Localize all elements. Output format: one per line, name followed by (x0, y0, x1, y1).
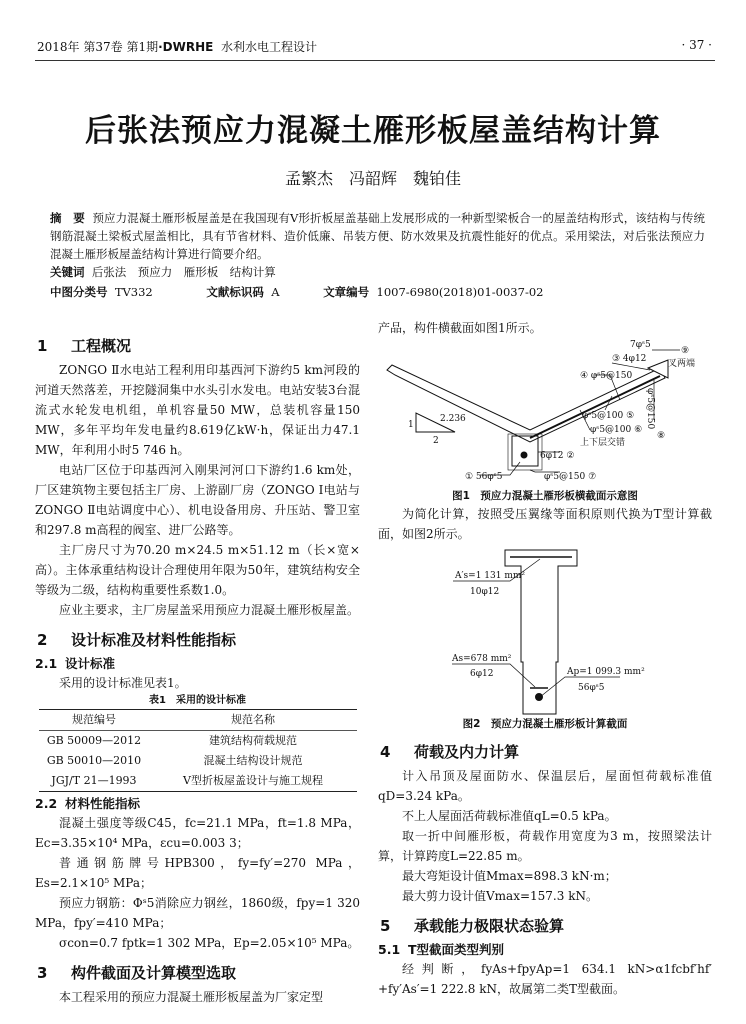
tendon (536, 694, 543, 701)
label-ap-bars: 56φˢ5 (578, 683, 605, 693)
article-no-value: 1007-6980(2018)01-0037-02 (376, 285, 544, 299)
table-header-row (39, 710, 357, 731)
keywords-text: 后张法 预应力 雁形板 结构计算 (91, 265, 276, 279)
table-header: 规范名称 (231, 713, 275, 726)
authors: 孟繁杰 冯韶辉 魏铂佳 (284, 169, 461, 188)
section-5 (378, 916, 712, 999)
slope-vert: 1 (408, 420, 414, 430)
paragraph: σcon=0.7 fptk=1 302 MPa，Ep=2.05×10⁵ MPa。 (59, 936, 360, 950)
classification (50, 284, 543, 300)
table-cell: 混凝土结构设计规范 (203, 754, 303, 767)
abstract-label: 摘 要 (50, 211, 85, 225)
paragraph: 混凝土强度等级C45，fc=21.1 MPa，ft=1.8 MPa，Ec=3.35×10⁴ MPa，εcu=0.003 3； (35, 816, 360, 850)
label-1: ① 56φˢ5 (465, 472, 503, 482)
keywords-label: 关键词 (50, 265, 85, 279)
label-as-area: As=678 mm² (452, 654, 512, 664)
label-6: φˢ5@100 ⑥ (590, 425, 643, 435)
label-7: 7φˢ5 (630, 340, 651, 350)
article-no-label: 文章编号 (323, 285, 370, 299)
label-9: ⑨ (681, 346, 690, 356)
abstract-text: 预应力混凝土雁形板屋盖是在我国现有V形折板屋盖基础上发展形成的一种新型梁板合一的屋盖结构形式，该结构与传统钢筋混凝土梁板式屋盖相比，具有节省材料、造价低廉、吊装方便、防水效果及抗震性能好的优点。采用梁法，对后张法预应力混凝土雁形板屋盖结构计算进行简要介绍。 (50, 211, 706, 261)
section-heading: 5 承载能力极限状态验算 (380, 917, 565, 935)
table-row (39, 771, 357, 792)
running-header (37, 38, 317, 55)
label-ap-area: Ap=1 099.3 mm² (567, 667, 645, 677)
paragraph: 预应力钢筋：Φˢ5消除应力钢丝，1860级，fpy=1 320 MPa，fpy′=410 MPa； (35, 896, 360, 930)
paragraph: 应业主要求，主厂房屋盖采用预应力混凝土雁形板屋盖。 (59, 603, 360, 617)
label-3: ③ 4φ12 (612, 354, 647, 364)
doc-code-value: A (271, 285, 280, 299)
paragraph: 取一折中间雁形板，荷载作用宽度为3 m，按照梁法计算，计算跨度L=22.85 m。 (378, 829, 712, 863)
journal-abbr: ·DWRHE (158, 40, 214, 54)
section-4 (378, 742, 712, 906)
journal-name: 水利水电工程设计 (220, 40, 317, 54)
paragraph: 本工程采用的预应力混凝土雁形板屋盖为厂家定型 (59, 990, 324, 1004)
slope-hyp: 2.236 (440, 414, 466, 424)
label-7b: φˢ5@150 ⑦ (544, 472, 597, 482)
subsection-heading: 2.2 材料性能指标 (35, 796, 141, 811)
label-8: ⑧ (657, 431, 666, 441)
label-both-ends: 叉两端 (668, 359, 696, 369)
paragraph: 主厂房尺寸为70.20 m×24.5 m×51.12 m（长×宽×高）。主体承重结构设计合理使用年限为50年，建筑结构安全等级为二级，结构构重要性系数1.0。 (35, 543, 360, 597)
slope-base: 2 (433, 436, 439, 446)
label-top-area: A′s=1 131 mm² (455, 571, 526, 581)
header-rule (35, 60, 715, 61)
section-1 (35, 336, 360, 620)
section-3 (35, 963, 360, 1007)
paragraph: 采用的设计标准见表1。 (59, 676, 187, 690)
table-cell: GB 50010—2010 (46, 754, 142, 767)
paragraph: 计入吊顶及屋面防水、保温层后，屋面恒荷载标准值qD=3.24 kPa。 (378, 769, 712, 803)
label-top-bars: 10φ12 (470, 587, 500, 597)
label-as-bars: 6φ12 (470, 669, 494, 679)
section-heading: 4 荷载及内力计算 (380, 743, 520, 761)
figure-2-caption: 图2 预应力混凝土雁形板计算截面 (462, 718, 628, 730)
abstract (50, 209, 705, 263)
table-cell: 建筑结构荷载规范 (209, 734, 297, 747)
table-row (39, 731, 357, 752)
journal-issue: 2018年 第37卷 第1期 (37, 40, 159, 54)
subsection-heading: 5.1 T型截面类型判别 (378, 942, 505, 957)
section-heading: 1 工程概况 (37, 337, 132, 355)
table-cell: GB 50009—2012 (46, 734, 142, 747)
figure-2-t-section (375, 544, 720, 716)
paper-title: 后张法预应力混凝土雁形板屋盖结构计算 (85, 113, 661, 149)
paragraph: 最大剪力设计值Vmax=157.3 kN。 (402, 889, 598, 903)
paragraph: 产品，构件横截面如图1所示。 (378, 321, 542, 335)
doc-code-label: 文献标识码 (206, 285, 264, 299)
paragraph: ZONGO Ⅱ水电站工程利用印基西河下游约5 km河段的河道天然落差，开挖隧洞集中水头引水发电。电站安装3台混流式水轮发电机组，单机容量50 MW，总装机容量150 MW，多年平均年发电量约8.619亿kW·h，保证出力47.1 MW，年利用小时5 746 h。 (35, 363, 360, 457)
figure-1-cross-section (375, 338, 720, 488)
page-number: · 37 · (681, 38, 712, 52)
clc-value: TV332 (114, 285, 153, 299)
label-staggered: 上下层交错 (580, 438, 626, 448)
section-2 (35, 630, 360, 953)
paragraph: 最大弯矩设计值Mmax=898.3 kN·m； (402, 869, 617, 883)
tendon (521, 452, 527, 458)
label-8-spec: φˢ5@150 (645, 388, 655, 430)
section-heading: 2 设计标准及材料性能指标 (37, 631, 237, 649)
label-5: φˢ5@100 ⑤ (582, 411, 635, 421)
left-column (35, 330, 360, 1007)
subsection-heading: 2.1 设计标准 (35, 656, 116, 671)
paragraph: 普通钢筋牌号HPB300，fy=fy′=270 MPa，Es=2.1×10⁵ MPa； (35, 856, 360, 890)
keywords (50, 264, 276, 280)
clc-label: 中图分类号 (50, 285, 108, 299)
figure-1-caption: 图1 预应力混凝土雁形板横截面示意图 (452, 490, 638, 502)
table-cell: JGJ/T 21—1993 (51, 774, 137, 787)
standards-table (39, 709, 357, 792)
edge-beam (648, 360, 668, 378)
table-row (39, 751, 357, 771)
label-4: ④ φˢ5@150 (580, 371, 633, 381)
table-caption: 表1 采用的设计标准 (149, 695, 246, 706)
paragraph: 电站厂区位于印基西河入刚果河河口下游约1.6 km处，厂区建筑物主要包括主厂房、上游副厂房（ZONGO Ⅰ电站与ZONGO Ⅱ电站调度中心）、机电设备用房、升压站、警卫室和297.8 m高程的阀室、进厂公路等。 (35, 463, 360, 537)
table-header: 规范编号 (72, 713, 116, 726)
paragraph: 不上人屋面活荷载标准值qL=0.5 kPa。 (402, 809, 617, 823)
label-2: 6φ12 ② (540, 451, 575, 461)
table-cell: V型折板屋盖设计与施工规程 (183, 774, 323, 787)
section-heading: 3 构件截面及计算模型选取 (37, 964, 237, 982)
paragraph: 为简化计算，按照受压翼缘等面积原则代换为T型计算截面，如图2所示。 (378, 507, 712, 541)
right-column (378, 318, 712, 999)
paragraph: 经判断，fyAs+fpyAp=1 634.1 kN>α1fcbf′hf′+fy′As′=1 222.8 kN，故属第二类T型截面。 (378, 962, 712, 996)
